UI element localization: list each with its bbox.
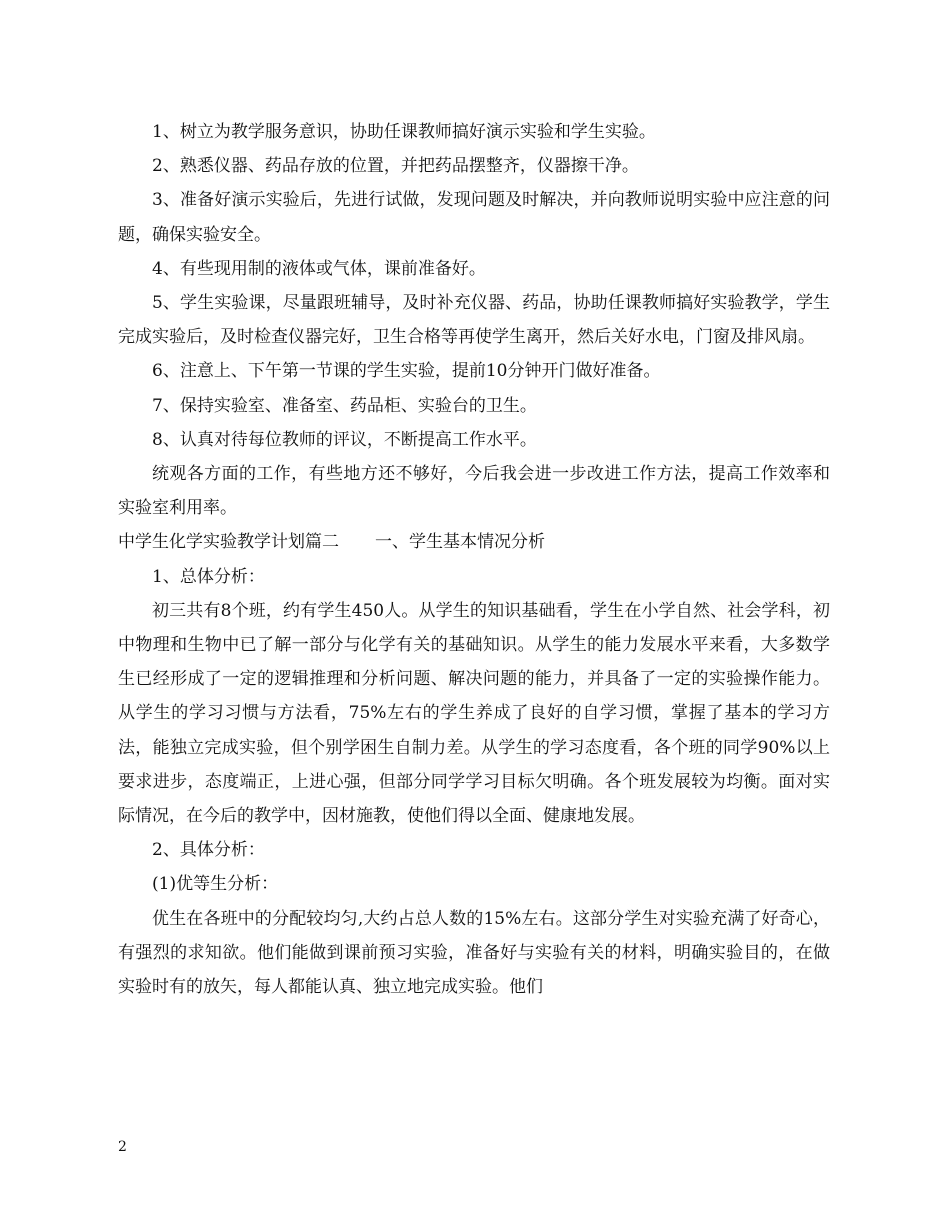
paragraph-item-4: 4、有些现用制的液体或气体，课前准备好。 <box>152 258 486 279</box>
paragraph-item-2: 2、熟悉仪器、药品存放的位置，并把药品摆整齐，仪器擦干净。 <box>152 156 639 177</box>
top-students-paragraph: 优生在各班中的分配较均匀,大约占总人数的15%左右。这部分学生对实验充满了好奇心，有强烈的求知欲。他们能做到课前预习实验，准备好与实验有关的材料，明确实验目的，在做实验时有的放矢，每人都能认真、独立地完成实验。他们 <box>118 908 830 998</box>
section-title: 一、学生基本情况分析 <box>375 532 545 553</box>
paragraph-item-1: 1、树立为教学服务意识，协助任课教师搞好演示实验和学生实验。 <box>152 122 656 142</box>
subheading-top-students: (1)优等生分析： <box>152 874 279 895</box>
paragraph-item-8: 8、认真对待每位教师的评议，不断提高工作水平。 <box>152 429 537 450</box>
subheading-specific-analysis: 2、具体分析： <box>152 840 265 861</box>
summary-paragraph: 统观各方面的工作，有些地方还不够好，今后我会进一步改进工作方法，提高工作效率和实验室利用率。 <box>118 464 830 519</box>
paragraph-item-6: 6、注意上、下午第一节课的学生实验，提前10分钟开门做好准备。 <box>152 361 661 382</box>
paragraph-item-5: 5、学生实验课，尽量跟班辅导，及时补充仪器、药品，协助任课教师搞好实验教学，学生完成实验后，及时检查仪器完好，卫生合格等再使学生离开，然后关好水电，门窗及排风扇。 <box>118 293 830 348</box>
paragraph-item-3: 3、准备好演示实验后，先进行试做，发现问题及时解决，并向教师说明实验中应注意的问题，确保实验安全。 <box>118 190 830 245</box>
document-title: 中学生化学实验教学计划篇二 <box>118 532 339 553</box>
section-heading <box>118 525 830 559</box>
page-number: 2 <box>118 1139 127 1155</box>
paragraph-item-7: 7、保持实验室、准备室、药品柜、实验台的卫生。 <box>152 395 537 416</box>
subheading-overall-analysis: 1、总体分析： <box>152 566 265 587</box>
document-body <box>118 115 830 1004</box>
overall-analysis-paragraph: 初三共有8个班，约有学生450人。从学生的知识基础看，学生在小学自然、社会学科，初中物理和生物中已了解一部分与化学有关的基础知识。从学生的能力发展水平来看，大多数学生已经形成了一定的逻辑推理和分析问题、解决问题的能力，并具备了一定的实验操作能力。从学生的学习习惯与方法看，75%左右的学生养成了良好的自学习惯，掌握了基本的学习方法，能独立完成实验，但个别学困生自制力差。从学生的学习态度看，各个班的同学90%以上要求进步，态度端正，上进心强，但部分同学学习目标欠明确。各个班发展较为均衡。面对实际情况，在今后的教学中，因材施教，使他们得以全面、健康地发展。 <box>118 600 830 827</box>
